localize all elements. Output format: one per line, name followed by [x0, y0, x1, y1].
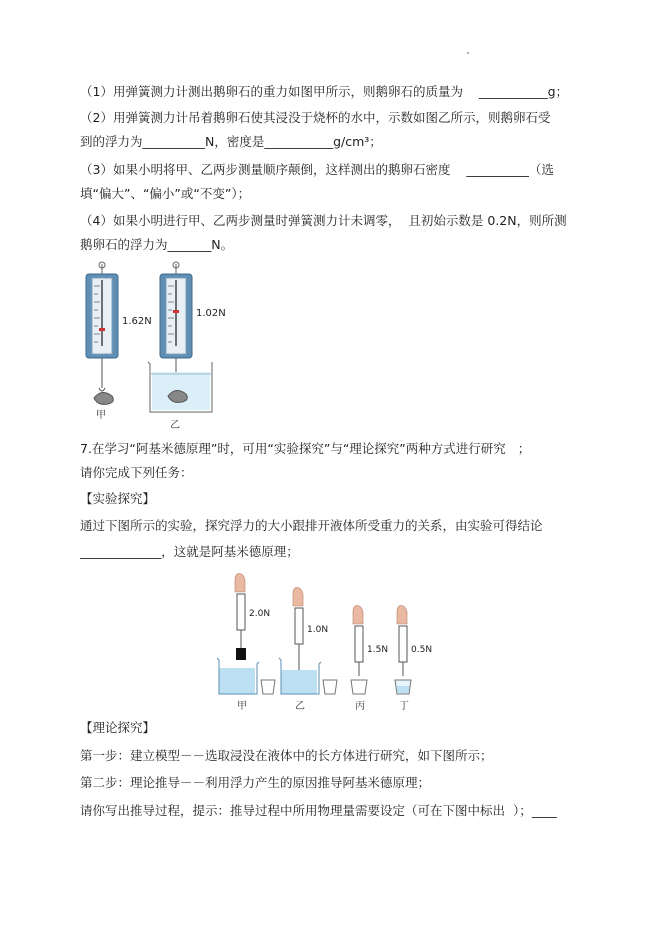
hand-icon-2 [293, 588, 303, 606]
meter-a-reading: 1.62N [122, 316, 152, 327]
q6-line-7: 鹅卵石的浮力为_______N。 [80, 237, 234, 252]
q6-line-4: （3）如果小明将甲、乙两步测量顺序颠倒，这样测出的鹅卵石密度 __________（选 [80, 162, 554, 177]
spring-scale-figure [70, 260, 240, 430]
hand-icon-1 [235, 574, 245, 592]
spring-scale-b [148, 262, 226, 430]
theory-step-2: 第二步：理论推导－－利用浮力产生的原因推导阿基米德原理； [80, 775, 431, 790]
theory-step-1: 第一步：建立模型－－选取浸没在液体中的长方体进行研究，如下图所示； [80, 748, 493, 763]
reading-4: 0.5N [411, 645, 433, 655]
q6-line-1: （1）用弹簧测力计测出鹅卵石的重力如图甲所示，则鹅卵石的质量为 ___________g； [80, 84, 569, 99]
label-1: 甲 [237, 701, 247, 712]
reading-1: 2.0N [249, 609, 271, 619]
q6-line-6: （4）如果小明进行甲、乙两步测量时弹簧测力计未调零， 且初始示数是 0.2N，则所测 [80, 213, 567, 228]
q6-line-3: 到的浮力为__________N，密度是___________g/cm³； [80, 134, 382, 149]
hand-icon-3 [353, 606, 363, 624]
archimedes-experiment-figure [215, 572, 445, 714]
label-4: 丁 [399, 701, 409, 712]
spring-scale-a [86, 262, 152, 421]
q7-line-3: 通过下图所示的实验，探究浮力的大小跟排开液体所受重力的关系，由实验可得结论 [80, 518, 543, 533]
hand-icon-4 [397, 606, 407, 624]
q6-line-2: （2）用弹簧测力计吊着鹅卵石使其浸没于烧杯的水中，示数如图乙所示，则鹅卵石受 [80, 110, 551, 125]
reading-3: 1.5N [367, 645, 389, 655]
section-theory: 【理论探究】 [80, 720, 156, 735]
q7-line-2: 请你完成下列任务： [80, 465, 193, 480]
label-2: 乙 [295, 701, 305, 712]
theory-step-3: 请你写出推导过程，提示：推导过程中所用物理量需要设定（可在下图中标出 ）；____ [80, 803, 557, 818]
label-3: 丙 [355, 701, 365, 712]
reading-2: 1.0N [307, 625, 329, 635]
q6-line-5: 填“偏大”、“偏小”或“不变”）； [80, 186, 251, 201]
label-b: 乙 [170, 420, 180, 430]
stray-dot [467, 52, 469, 54]
section-experiment: 【实验探究】 [80, 491, 156, 506]
q7-line-1: 7.在学习“阿基米德原理”时，可用“实验探究”与“理论探究”两种方式进行研究 ； [80, 441, 531, 456]
q7-line-4: _____________，这就是阿基米德原理； [80, 544, 299, 559]
label-a: 甲 [96, 410, 106, 421]
meter-b-reading: 1.02N [196, 308, 226, 319]
